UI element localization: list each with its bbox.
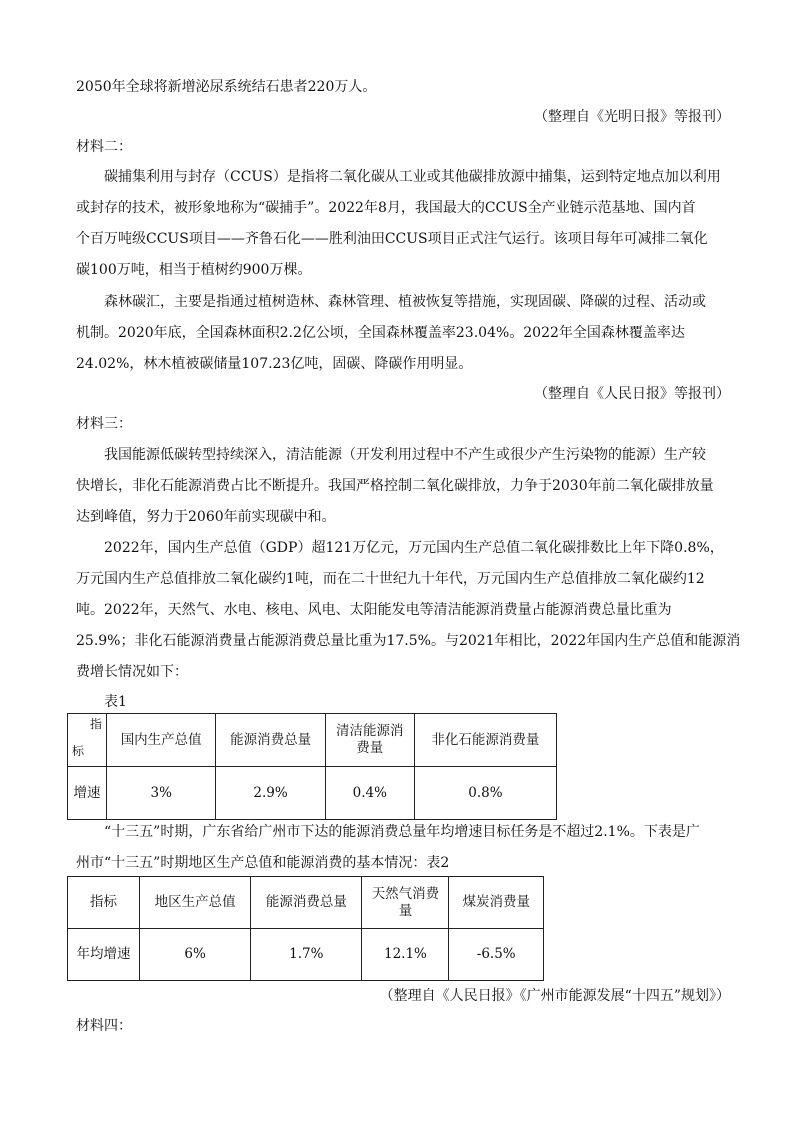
paragraph-line: 25.9%；非化石能源消费量占能源消费总量比重为17.5%。与2021年相比，2022年国内生产总值和能源消: [76, 633, 741, 649]
paragraph-line: 达到峰值，努力于2060年前实现碳中和。: [76, 509, 336, 525]
paragraph-line: 个百万吨级CCUS项目——齐鲁石化——胜利油田CCUS项目正式注气运行。该项目每年可减排二氧化: [76, 231, 708, 247]
table-1-header: 清洁能源消费量: [325, 714, 414, 767]
table-2-cell: 12.1%: [362, 929, 449, 981]
table-1-cell: 0.4%: [325, 767, 414, 820]
table-1-caption: 表1: [104, 694, 127, 710]
table-1-corner: [68, 714, 107, 767]
table-2: [67, 876, 544, 981]
table-2-cell: 1.7%: [251, 929, 362, 981]
paragraph-line: 快增长，非化石能源消费占比不断提升。我国严格控制二氧化碳排放，力争于2030年前二氧化碳排放量: [76, 478, 714, 494]
paragraph-line: 24.02%，林木植被碳储量107.23亿吨，固碳、降碳作用明显。: [76, 356, 473, 372]
table-2-cell: 6%: [140, 929, 251, 981]
table-2-header: 地区生产总值: [140, 877, 251, 929]
paragraph-line: 州市“十三五”时期地区生产总值和能源消费的基本情况：表2: [76, 855, 450, 871]
table-1-corner-top: 指: [89, 717, 102, 731]
table-2-header: 煤炭消费量: [449, 877, 544, 929]
section-heading-2: 材料二：: [76, 139, 132, 155]
table-1-cell: 3%: [107, 767, 216, 820]
source-note-2: （整理自《人民日报》等报刊）: [534, 386, 730, 402]
paragraph-line: 森林碳汇，主要是指通过植树造林、森林管理、植被恢复等措施，实现固碳、降碳的过程、活动或: [104, 294, 706, 310]
source-note-1: （整理自《光明日报》等报刊）: [534, 109, 730, 125]
paragraph-line: 2022年，国内生产总值（GDP）超121万亿元，万元国内生产总值二氧化碳排数比上年下降0.8%，: [104, 540, 724, 556]
paragraph-line: 吨。2022年，天然气、水电、核电、风电、太阳能发电等清洁能源消费量占能源消费总量比重为: [76, 602, 672, 618]
table-1-corner-bottom: 标: [72, 744, 85, 758]
paragraph-line: 或封存的技术，被形象地称为“碳捕手”。2022年8月，我国最大的CCUS全产业链示范基地、国内首: [76, 200, 696, 216]
table-1-row-label: 增速: [68, 767, 107, 820]
section-heading-4: 材料四：: [76, 1018, 132, 1034]
table-2-header: 能源消费总量: [251, 877, 362, 929]
paragraph-line: 机制。2020年底，全国森林面积2.2亿公顷，全国森林覆盖率23.04%。2022年全国森林覆盖率达: [76, 325, 685, 341]
table-2-cell: -6.5%: [449, 929, 544, 981]
table-1-cell: 2.9%: [216, 767, 325, 820]
paragraph-line: 费增长情况如下：: [76, 664, 188, 680]
paragraph-line: 我国能源低碳转型持续深入，清洁能源（开发利用过程中不产生或很少产生污染物的能源）生产较: [104, 447, 706, 463]
section-heading-3: 材料三：: [76, 416, 132, 432]
table-2-row-label: 年均增速: [68, 929, 140, 981]
paragraph-line: 碳100万吨，相当于植树约900万棵。: [76, 262, 312, 278]
table-2-corner: 指标: [68, 877, 140, 929]
table-1-header: 国内生产总值: [107, 714, 216, 767]
table-2-header: 天然气消费量: [362, 877, 449, 929]
line-1: 2050年全球将新增泌尿系统结石患者220万人。: [76, 79, 377, 95]
paragraph-line: 万元国内生产总值排放二氧化碳约1吨，而在二十世纪九十年代，万元国内生产总值排放二氧化碳约12: [76, 571, 705, 587]
table-1: [67, 713, 557, 820]
table-1-header: 能源消费总量: [216, 714, 325, 767]
paragraph-line: 碳捕集利用与封存（CCUS）是指将二氧化碳从工业或其他碳排放源中捕集，运到特定地点加以利用: [104, 169, 721, 185]
paragraph-line: “十三五”时期，广东省给广州市下达的能源消费总量年均增速目标任务是不超过2.1%。下表是广: [104, 824, 700, 840]
table-1-header: 非化石能源消费量: [414, 714, 556, 767]
table-1-cell: 0.8%: [414, 767, 556, 820]
source-note-3: （整理自《人民日报》《广州市能源发展“十四五”规划》）: [379, 988, 730, 1004]
